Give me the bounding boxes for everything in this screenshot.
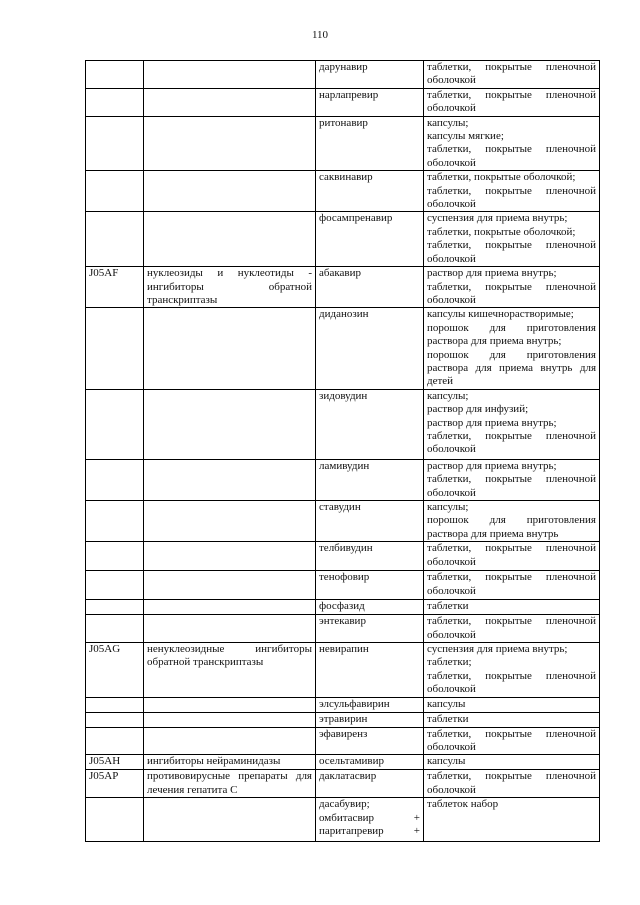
dosage-form-line: таблетки <box>427 712 469 725</box>
dosage-form-line: таблетки, покрытые оболочкой; <box>427 225 576 238</box>
dosage-form-cell <box>424 697 600 712</box>
table-row <box>86 308 600 389</box>
dosage-form-line: оболочкой <box>427 156 476 169</box>
drug-name-cell <box>316 770 424 798</box>
drug-name-line: ставудин <box>319 500 361 513</box>
drug-name-line: паритапревир + <box>319 825 420 838</box>
atc-code-cell: J05AH <box>86 755 144 770</box>
dosage-form-line: таблетки, покрытые пленочной <box>427 770 596 783</box>
table-row <box>86 542 600 571</box>
dosage-form-cell <box>424 755 600 770</box>
group-cell <box>144 712 316 727</box>
table-row <box>86 571 600 600</box>
drug-name-line: тенофовир <box>319 571 370 584</box>
dosage-form-cell <box>424 500 600 541</box>
group-line: противовирусные препараты для <box>147 770 312 783</box>
drug-name-line: фосампренавир <box>319 212 393 225</box>
dosage-form-line: таблетки, покрытые пленочной <box>427 143 596 156</box>
atc-code-cell: J05AP <box>86 770 144 798</box>
atc-code-cell <box>86 600 144 615</box>
group-cell <box>144 308 316 389</box>
dosage-form-line: капсулы; <box>427 500 469 513</box>
group-line: ингибиторы обратной <box>147 280 312 293</box>
table-row <box>86 171 600 212</box>
atc-code-cell <box>86 615 144 643</box>
dosage-form-line: раствор для приема внутрь; <box>427 459 557 472</box>
dosage-form-line: таблетки, покрытые пленочной <box>427 429 596 442</box>
dosage-form-cell <box>424 770 600 798</box>
table-row <box>86 798 600 842</box>
dosage-form-cell <box>424 171 600 212</box>
table-row <box>86 697 600 712</box>
drug-name-line: элсульфавирин <box>319 697 390 710</box>
dosage-form-line: раствора для приема внутрь; <box>427 335 562 348</box>
drug-name-cell <box>316 500 424 541</box>
drug-name-cell <box>316 171 424 212</box>
atc-code-cell <box>86 571 144 600</box>
table-row <box>86 459 600 500</box>
atc-code-cell <box>86 727 144 755</box>
drug-name-line: нарлапревир <box>319 88 379 101</box>
dosage-form-cell <box>424 712 600 727</box>
drug-name-cell <box>316 267 424 308</box>
dosage-form-cell <box>424 459 600 500</box>
dosage-form-cell <box>424 212 600 267</box>
atc-code-cell <box>86 697 144 712</box>
dosage-form-line: оболочкой <box>427 443 476 456</box>
atc-code-cell <box>86 459 144 500</box>
drug-name-line: эфавиренз <box>319 727 368 740</box>
drug-name-cell <box>316 88 424 116</box>
drug-name-cell <box>316 212 424 267</box>
group-cell <box>144 571 316 600</box>
group-line: обратной транскриптазы <box>147 656 264 669</box>
table-row <box>86 389 600 459</box>
group-cell <box>144 727 316 755</box>
dosage-form-cell <box>424 643 600 698</box>
drug-name-cell <box>316 308 424 389</box>
drug-name-line: телбивудин <box>319 542 373 555</box>
dosage-form-cell <box>424 798 600 842</box>
group-cell <box>144 697 316 712</box>
dosage-form-line: таблетки, покрытые пленочной <box>427 571 596 584</box>
drug-name-cell <box>316 755 424 770</box>
group-cell <box>144 798 316 842</box>
dosage-form-line: таблетки, покрытые пленочной <box>427 473 596 486</box>
table-row <box>86 212 600 267</box>
dosage-form-line: оболочкой <box>427 293 476 306</box>
dosage-form-line: раствора для приема внутрь для <box>427 361 596 374</box>
drug-name-cell <box>316 61 424 89</box>
atc-code-cell <box>86 308 144 389</box>
table-row <box>86 116 600 171</box>
group-cell <box>144 61 316 89</box>
drug-name-line: дасабувир; <box>319 798 370 811</box>
dosage-form-line: таблетки, покрытые пленочной <box>427 727 596 740</box>
group-cell <box>144 600 316 615</box>
group-cell <box>144 500 316 541</box>
dosage-form-line: таблетки, покрытые оболочкой; <box>427 171 576 184</box>
dosage-form-line: оболочкой <box>427 783 476 796</box>
dosage-form-line: таблетки, покрытые пленочной <box>427 669 596 682</box>
atc-code-cell <box>86 542 144 571</box>
dosage-form-cell <box>424 61 600 89</box>
atc-code-cell: J05AG <box>86 643 144 698</box>
group-cell <box>144 88 316 116</box>
drug-name-line: абакавир <box>319 267 362 280</box>
dosage-form-cell <box>424 116 600 171</box>
table-row <box>86 88 600 116</box>
dosage-form-line: порошок для приготовления <box>427 514 596 527</box>
dosage-form-cell <box>424 88 600 116</box>
dosage-form-line: таблетки <box>427 600 469 613</box>
group-cell <box>144 171 316 212</box>
dosage-form-line: порошок для приготовления <box>427 348 596 361</box>
table-row <box>86 770 600 798</box>
dosage-form-line: капсулы кишечнорастворимые; <box>427 308 574 321</box>
drug-name-cell <box>316 542 424 571</box>
atc-code-cell <box>86 116 144 171</box>
dosage-form-line: суспензия для приема внутрь; <box>427 212 568 225</box>
group-cell <box>144 643 316 698</box>
dosage-form-line: оболочкой <box>427 628 476 641</box>
drug-name-line: дарунавир <box>319 61 368 73</box>
dosage-form-line: таблетки, покрытые пленочной <box>427 280 596 293</box>
drug-name-cell <box>316 712 424 727</box>
group-cell <box>144 755 316 770</box>
drug-name-cell <box>316 697 424 712</box>
dosage-form-line: раствор для приема внутрь; <box>427 416 557 429</box>
dosage-form-line: детей <box>427 375 454 388</box>
table-row <box>86 712 600 727</box>
dosage-form-line: оболочкой <box>427 102 476 115</box>
drug-name-cell <box>316 459 424 500</box>
atc-code-cell <box>86 712 144 727</box>
dosage-form-line: капсулы <box>427 697 466 710</box>
drug-name-cell <box>316 643 424 698</box>
dosage-form-line: таблетки, покрытые пленочной <box>427 88 596 101</box>
atc-code-cell <box>86 798 144 842</box>
group-cell <box>144 615 316 643</box>
dosage-form-line: таблетки, покрытые пленочной <box>427 542 596 555</box>
dosage-form-line: оболочкой <box>427 683 476 696</box>
drug-name-line: ламивудин <box>319 459 370 472</box>
drug-name-line: саквинавир <box>319 171 373 184</box>
drug-name-line: зидовудин <box>319 389 368 402</box>
drug-name-cell <box>316 798 424 842</box>
table-row <box>86 643 600 698</box>
drug-table <box>85 60 600 842</box>
dosage-form-cell <box>424 727 600 755</box>
dosage-form-line: таблетки, покрытые пленочной <box>427 184 596 197</box>
group-cell <box>144 459 316 500</box>
atc-code-cell <box>86 61 144 89</box>
drug-name-line: диданозин <box>319 308 369 321</box>
dosage-form-line: раствор для приема внутрь; <box>427 267 557 280</box>
atc-code-cell <box>86 500 144 541</box>
atc-code-cell <box>86 212 144 267</box>
table-row <box>86 500 600 541</box>
dosage-form-line: таблетки, покрытые пленочной <box>427 615 596 628</box>
dosage-form-line: оболочкой <box>427 741 476 754</box>
dosage-form-line: оболочкой <box>427 198 476 211</box>
dosage-form-cell <box>424 308 600 389</box>
atc-code-cell <box>86 389 144 459</box>
drug-name-line: невирапин <box>319 643 369 655</box>
atc-code-cell <box>86 171 144 212</box>
group-line: нуклеозиды и нуклеотиды - <box>147 267 312 280</box>
dosage-form-line: капсулы мягкие; <box>427 130 504 143</box>
drug-name-line: омбитасвир + <box>319 811 420 824</box>
dosage-form-cell <box>424 267 600 308</box>
group-cell <box>144 542 316 571</box>
table-body <box>86 61 600 842</box>
dosage-form-line: таблетки, покрытые пленочной <box>427 61 596 73</box>
dosage-form-line: капсулы; <box>427 116 469 129</box>
drug-name-line: фосфазид <box>319 600 365 613</box>
group-cell <box>144 212 316 267</box>
dosage-form-line: оболочкой <box>427 555 476 568</box>
dosage-form-line: капсулы <box>427 755 466 768</box>
dosage-form-line: порошок для приготовления <box>427 321 596 334</box>
drug-name-line: энтекавир <box>319 615 366 628</box>
dosage-form-cell <box>424 542 600 571</box>
dosage-form-line: оболочкой <box>427 74 476 87</box>
dosage-form-cell <box>424 571 600 600</box>
atc-code-cell <box>86 88 144 116</box>
dosage-form-line: таблетки; <box>427 656 472 669</box>
drug-name-line: осельтамивир <box>319 755 385 768</box>
page-number: 110 <box>311 29 329 41</box>
dosage-form-cell <box>424 600 600 615</box>
drug-name-cell <box>316 116 424 171</box>
group-line: транскриптазы <box>147 293 218 306</box>
drug-name-line: даклатасвир <box>319 770 377 783</box>
group-cell <box>144 389 316 459</box>
drug-name-line: ритонавир <box>319 116 368 129</box>
atc-code-cell: J05AF <box>86 267 144 308</box>
group-cell <box>144 267 316 308</box>
dosage-form-line: раствор для инфузий; <box>427 403 529 416</box>
dosage-form-line: раствора для приема внутрь <box>427 527 559 540</box>
dosage-form-cell <box>424 615 600 643</box>
dosage-form-line: таблетки, покрытые пленочной <box>427 239 596 252</box>
table-row <box>86 755 600 770</box>
group-line: ингибиторы нейраминидазы <box>147 755 281 768</box>
group-line: ненуклеозидные ингибиторы <box>147 643 312 655</box>
table-row <box>86 600 600 615</box>
drug-name-line: этравирин <box>319 712 368 725</box>
dosage-form-line: капсулы; <box>427 389 469 402</box>
dosage-form-line: суспензия для приема внутрь; <box>427 643 568 655</box>
group-line: лечения гепатита С <box>147 783 238 796</box>
table-row <box>86 61 600 89</box>
group-cell <box>144 116 316 171</box>
drug-name-cell <box>316 571 424 600</box>
table-row <box>86 267 600 308</box>
group-cell <box>144 770 316 798</box>
dosage-form-line: оболочкой <box>427 584 476 597</box>
dosage-form-cell <box>424 389 600 459</box>
drug-name-cell <box>316 600 424 615</box>
drug-name-cell <box>316 615 424 643</box>
table-row <box>86 615 600 643</box>
drug-name-cell <box>316 727 424 755</box>
table-row <box>86 727 600 755</box>
dosage-form-line: оболочкой <box>427 486 476 499</box>
dosage-form-line: таблеток набор <box>427 798 499 811</box>
drug-name-cell <box>316 389 424 459</box>
dosage-form-line: оболочкой <box>427 252 476 265</box>
